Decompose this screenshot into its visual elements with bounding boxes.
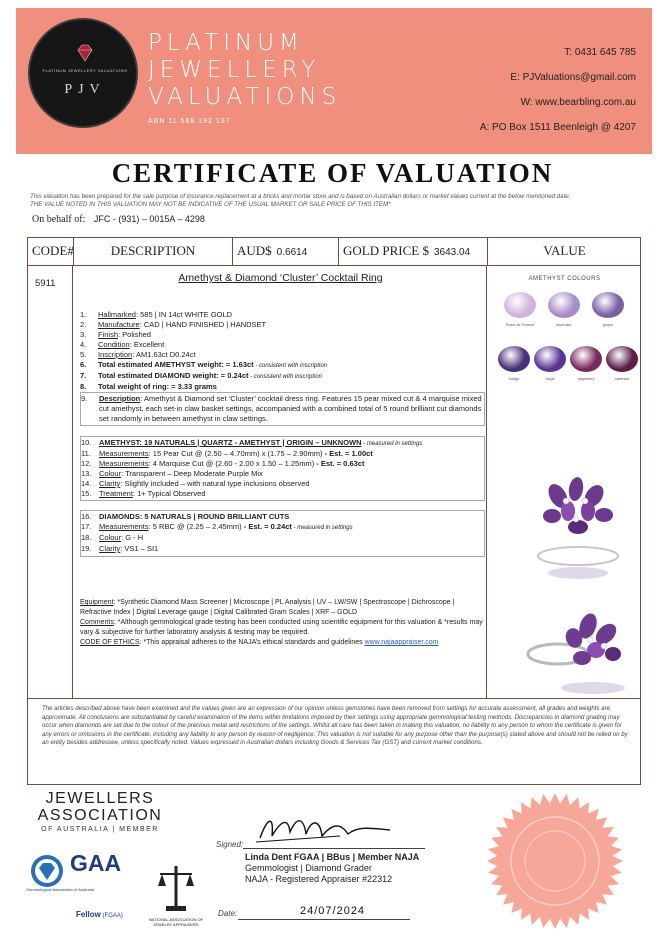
- brand-line-2: JEWELLERY: [148, 57, 321, 83]
- row-value: : G - H: [121, 533, 144, 542]
- naja-caption: NATIONAL ASSOCIATION OF JEWELRY APPRAISERS: [148, 917, 204, 927]
- value-header: VALUE: [488, 238, 641, 266]
- weight-note: - consistent with inscription: [248, 374, 322, 380]
- row-number: 6.: [80, 360, 87, 369]
- amethyst-box: [80, 436, 485, 501]
- row-number: 4.: [80, 340, 87, 349]
- row-value: : AM1.63ct D0.24ct: [132, 350, 196, 359]
- weight-value: Total estimated AMETHYST weight: = 1.63ct: [98, 360, 254, 369]
- row-number: 18.: [81, 533, 92, 542]
- row-text: [99, 459, 484, 469]
- website[interactable]: W: www.bearbling.com.au: [520, 97, 636, 108]
- row-label: Manufacture: [98, 320, 140, 329]
- row-number: 5.: [80, 350, 87, 359]
- diamond-row: [81, 533, 484, 544]
- row-value: : 5 RBC @ (2.25 – 2.45mm): [148, 522, 242, 531]
- ring-photo-top: [528, 461, 628, 581]
- weight-row: [80, 360, 485, 371]
- amethyst-header-row: [81, 438, 484, 449]
- ja-line-1: JEWELLERS: [45, 790, 155, 807]
- comments-line: [80, 618, 485, 638]
- amethyst-row: [81, 449, 484, 459]
- signer-registration: NAJA - Registered Appraiser #22312: [245, 874, 393, 884]
- row-number: 11.: [81, 449, 91, 458]
- row-label: Measurements: [99, 522, 149, 531]
- detail-row: [80, 310, 485, 320]
- aud-label: AUD$: [237, 243, 272, 258]
- value-column: [488, 266, 641, 698]
- weight-row: [80, 371, 485, 382]
- row-value: : 1+ Typical Observed: [132, 489, 206, 498]
- fellow-sub: (FGAA): [100, 913, 123, 919]
- date-value: 24/07/2024: [300, 905, 366, 917]
- row-number: 17.: [81, 522, 92, 531]
- company-logo: [28, 18, 138, 128]
- detail-row: [80, 340, 485, 350]
- row-label: Colour: [99, 533, 122, 542]
- legal-disclaimer: The articles described above have been examined and the values given are an expression of our opinion unless gemstones have been removed from settings for accurate assessment, all grades and weights are approximate. All conclusions are substantiated by careful examination of the items within limitations imposed by their settings using appropriate gemmological testing methods. Discrepancies in diamond grading may occur when diamonds are set due to the colour of the precious metal and restrictions of the settings. Whilst all care has been taken in making this valuation, no liability to any person to whom the certificate is given for any errors or omissions in the certificate, including any liability to any person by reason of negligence. This valuation is not suitable for any purpose other than the purpose(s) stated above and should not be relied on by an entity besides addressee, unless specifically noted. Values expressed in Australian dollars including Goods & Services Tax (GST) and current market conditions.: [28, 698, 640, 784]
- description-header: DESCRIPTION: [74, 238, 233, 266]
- row-text: [98, 310, 485, 320]
- details-list: [80, 310, 485, 360]
- comments-text: : *Although gemmological grade testing has been conducted using scientific equipment for this valuation & *results may vary & subjective for further laboratory analysis & testing may be required.: [80, 619, 483, 636]
- client-code: JFC - (931) – 0015A – 4298: [93, 214, 205, 224]
- on-behalf-label: On behalf of:: [32, 214, 86, 225]
- ja-line-2: ASSOCIATION: [37, 807, 163, 824]
- swatch-label: siberian: [614, 376, 629, 381]
- ja-member: OF AUSTRALIA | MEMBER: [41, 826, 159, 833]
- amethyst-header-note: - measured in settings: [361, 441, 423, 447]
- valuation-table: [27, 237, 641, 785]
- row-value: : 15 Pear Cut @ (2.50 – 4.70mm) x (1.75 – 2.90mm): [148, 449, 323, 458]
- gaa-subtitle: Gemmological Association of Australia: [26, 887, 94, 892]
- ring-photo-side: [518, 606, 638, 701]
- row-number: 12.: [81, 459, 92, 468]
- amethyst-colours-title: AMETHYST COLOURS: [528, 276, 601, 282]
- certificate-title: CERTIFICATE OF VALUATION: [111, 158, 554, 188]
- row-estimate: - Est. = 1.00ct: [322, 449, 373, 458]
- row-number: 14.: [81, 479, 92, 488]
- weight-value: Total estimated DIAMOND weight: = 0.24ct: [98, 371, 249, 380]
- row-text: [98, 360, 485, 371]
- swatch-label: Rose de France: [505, 322, 535, 327]
- date-label: Date:: [218, 909, 238, 918]
- description-row: [81, 394, 484, 424]
- amethyst-swatch: [534, 346, 566, 372]
- swatch-label: lavender: [556, 322, 572, 327]
- row-text: [99, 533, 484, 544]
- signer-details: [245, 852, 419, 885]
- swatch-label: raspberry: [577, 376, 595, 381]
- row-label: Colour: [99, 469, 122, 478]
- ethics-text: : *This appraisal adheres to the NAJA’s ethical standards and guidelines: [139, 639, 365, 646]
- row-estimate: - Est. = 0.24ct: [241, 522, 292, 531]
- equipment-label: Equipment: [80, 599, 114, 606]
- row-text: [98, 371, 485, 382]
- signature-line: [243, 848, 425, 849]
- code-column: [28, 266, 73, 698]
- amethyst-row: [81, 489, 484, 499]
- date-line: [238, 919, 410, 920]
- row-number: 3.: [80, 330, 87, 339]
- row-value: : CAD | HAND FINISHED | HANDSET: [139, 320, 267, 329]
- brand-line-1: PLATINUM: [148, 30, 304, 56]
- row-value: : Excellent: [129, 340, 165, 349]
- row-label: Finish: [98, 330, 119, 339]
- diamonds-box: [80, 510, 485, 557]
- aud-header: [233, 238, 339, 266]
- official-seal: [480, 790, 630, 932]
- email[interactable]: E: PJValuations@gmail.com: [510, 72, 636, 83]
- row-number: 8.: [80, 382, 87, 391]
- row-text: [99, 522, 484, 533]
- row-label: Measurements: [99, 459, 149, 468]
- row-number: 7.: [80, 371, 87, 380]
- fellow-label: Fellow: [76, 910, 101, 919]
- brand-line-3: VALUATIONS: [148, 84, 342, 110]
- swatch-label: indigo: [508, 376, 520, 381]
- detail-row: [80, 330, 485, 340]
- row-estimate: - Est. = 0.63ct: [314, 459, 365, 468]
- amethyst-swatch: [606, 346, 638, 372]
- equipment-text: : *Synthetic Diamond Mass Screener | Microscope | PL Analysis | UV – LW/SW | Spectroscope | Dichroscope | Refractive Index | Digital Leverage gauge | Digital Calibrated Gram Scales | XRF – GOLD: [80, 599, 455, 616]
- row-text: [99, 479, 484, 489]
- amethyst-row: [81, 469, 484, 479]
- description-box: [80, 392, 485, 426]
- amethyst-swatch: [548, 292, 580, 318]
- weight-note: - consistent with inscription: [253, 363, 328, 369]
- row-label: Hallmarked: [98, 310, 136, 319]
- fellow-badge: [76, 910, 123, 919]
- naja-logo: [148, 858, 204, 938]
- diamonds-header: DIAMONDS: 5 NATURALS | ROUND BRILLIANT CUTS: [99, 512, 290, 521]
- ethics-line: [80, 638, 485, 648]
- row-label: Condition: [98, 340, 130, 349]
- row-number: 19.: [81, 544, 92, 553]
- signer-role: Gemmologist | Diamond Grader: [245, 863, 372, 873]
- row-number: 15.: [81, 489, 92, 498]
- row-label: Clarity: [99, 479, 121, 488]
- intro-disclaimer-line-2: THE VALUE NOTED IN THIS VALUATION MAY NOT BE INDICATIVE OF THE USUAL MARKET OR SALE PRICE OF THIS ITEM*: [30, 201, 391, 208]
- row-value: : 4 Marquise Cut @ (2.60 - 2.00 x 1.50 – 1.25mm): [148, 459, 315, 468]
- row-number: 10.: [81, 438, 92, 447]
- intro-disclaimer-line-1: This valuation has been prepared for the sale purpose of insurance replacement at a bricks and mortar store and is based on Australian dollars or market values current at the below mentioned date.: [30, 193, 571, 200]
- abn-number: ABN 11 588 192 137: [148, 118, 231, 125]
- amethyst-swatch: [498, 346, 530, 372]
- address: A: PO Box 1511 Beenleigh @ 4207: [479, 122, 636, 133]
- gold-price-label: GOLD PRICE $: [343, 243, 429, 258]
- item-code: 5911: [35, 278, 56, 289]
- code-header: CODE#: [28, 238, 74, 266]
- amethyst-swatch: [592, 292, 624, 318]
- row-number: 13.: [81, 469, 92, 478]
- row-label: Treatment: [99, 489, 133, 498]
- row-text: [99, 449, 484, 459]
- item-title: Amethyst & Diamond ‘Cluster’ Cocktail Ring: [178, 272, 383, 284]
- header-banner: [16, 8, 652, 154]
- diamond-row: [81, 544, 484, 555]
- comments-label: Comments: [80, 619, 114, 626]
- row-text: [98, 350, 485, 360]
- logo-caption: PLATINUM JEWELLERY VALUATIONS: [42, 68, 128, 73]
- signature: [250, 806, 400, 850]
- row-value: : VS1 – SI1: [120, 544, 159, 553]
- row-label: Inscription: [98, 350, 133, 359]
- aud-value: 0.6614: [276, 247, 308, 258]
- description-text: : Amethyst & Diamond set ‘Cluster’ cocktail dress ring. Features 15 pear mixed cut & 4 marquise mixed cut amethyst, each set-in claw basket settings, accompanied with a combined total of 5 round brilliant cut diamonds set randomly in between amethyst in claw settings.: [99, 394, 482, 423]
- diamonds-header-row: [81, 512, 484, 522]
- diamond-emblem-icon: [30, 854, 64, 888]
- row-text: [98, 330, 485, 340]
- gaa-text: GAA: [70, 850, 122, 876]
- intro-disclaimer: [30, 193, 640, 209]
- swatch-label: grape: [602, 322, 614, 327]
- gold-price-header: [339, 238, 488, 266]
- ethics-label: CODE OF ETHICS: [80, 639, 140, 646]
- row-number: 1.: [80, 310, 87, 319]
- amethyst-swatch: [504, 292, 536, 318]
- brand-name: [148, 30, 341, 111]
- amethyst-header: AMETHYST: 19 NATURALS | QUARTZ - AMETHYST | ORIGIN – UNKNOWN: [99, 438, 362, 447]
- naja-link[interactable]: www.najaappraiser.com: [364, 639, 439, 646]
- row-value: : 585 | IN 14ct WHITE GOLD: [135, 310, 233, 319]
- signed-label: Signed:: [216, 840, 244, 849]
- row-text: [98, 340, 485, 350]
- logo-monogram: PJV: [64, 82, 106, 97]
- row-text: [99, 469, 484, 479]
- amethyst-row: [81, 479, 484, 489]
- row-value: : Transparent – Deep Moderate Purple Mix: [121, 469, 263, 478]
- row-text: [99, 489, 484, 499]
- ja-logo: [35, 790, 165, 824]
- detail-row: [80, 350, 485, 360]
- row-label: Measurements: [99, 449, 149, 458]
- row-value: : Polished: [118, 330, 151, 339]
- detail-row: [80, 320, 485, 330]
- row-number: 9.: [81, 394, 88, 403]
- row-text: [99, 544, 484, 555]
- contact-block: [480, 40, 636, 140]
- row-text: [98, 320, 485, 330]
- gold-price-value: 3643.04: [433, 247, 471, 258]
- swatch-label: royal: [545, 376, 555, 381]
- on-behalf-of: [32, 214, 205, 225]
- equipment-notes: [80, 598, 485, 648]
- description-label: Description: [99, 394, 141, 403]
- row-label: Clarity: [99, 544, 121, 553]
- scales-icon: [156, 862, 196, 914]
- gem-icon: [74, 42, 96, 64]
- phone: T: 0431 645 785: [564, 47, 636, 58]
- signer-name: Linda Dent FGAA | BBus | Member NAJA: [245, 852, 420, 862]
- row-number: 2.: [80, 320, 87, 329]
- weight-value: Total weight of ring: = 3.33 grams: [98, 382, 217, 391]
- amethyst-swatch: [570, 346, 602, 372]
- amethyst-row: [81, 459, 484, 469]
- gaa-logo: [26, 850, 141, 905]
- row-value: : Slightly included – with natural type inclusions observed: [120, 479, 310, 488]
- equipment-line: [80, 598, 485, 618]
- description-column: [74, 266, 487, 698]
- row-number: 16.: [81, 512, 92, 521]
- diamond-row: [81, 522, 484, 533]
- weights-list: [80, 360, 485, 393]
- row-note: - measured in settings: [291, 525, 353, 531]
